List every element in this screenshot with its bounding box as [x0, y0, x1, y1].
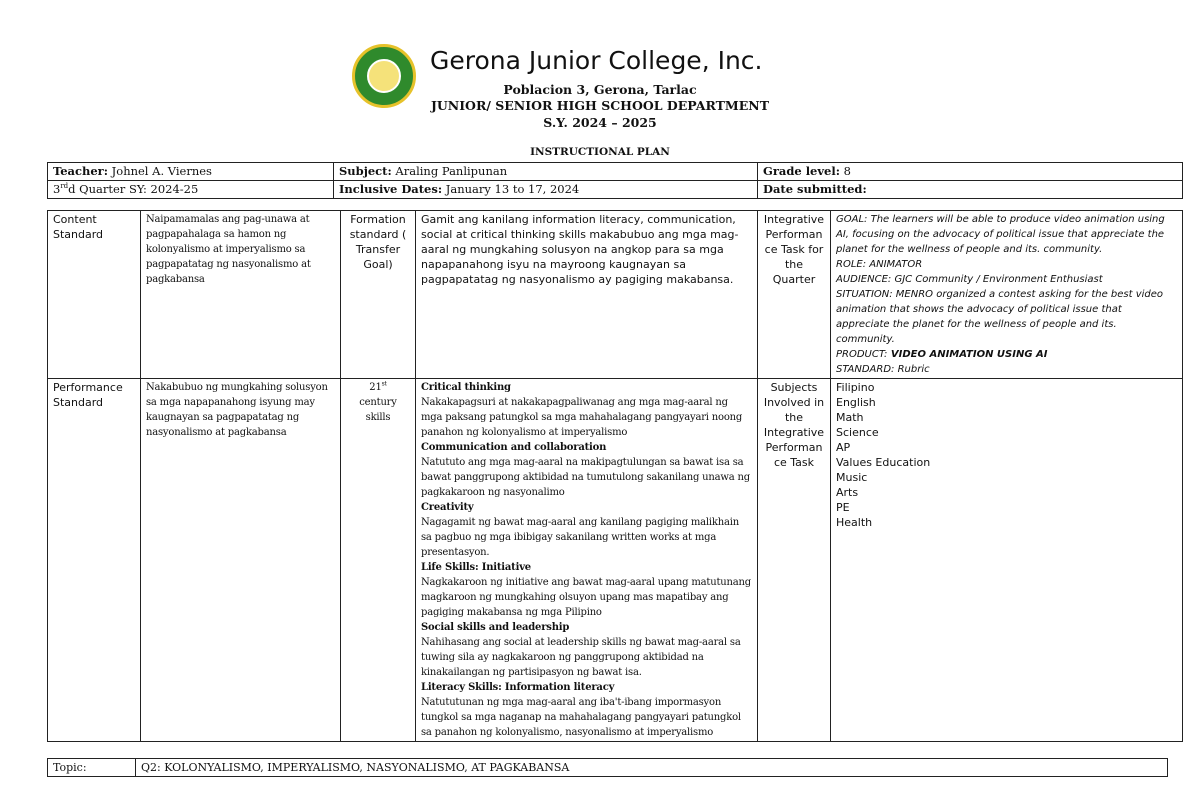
content-standard-text: Naipamamalas ang pag-unawa at pagpapahalaga sa hamon ng kolonyalismo at imperyalismo sa pagpapatatag ng nasyonalismo at pagkabansa: [141, 211, 341, 379]
quarter-cell: 3rdd Quarter SY: 2024-25: [48, 181, 334, 199]
subjects-label: Subjects Involved in the Integrative Performance Task: [758, 379, 831, 742]
school-name: Gerona Junior College, Inc.: [430, 46, 763, 75]
dates-cell: Inclusive Dates: January 13 to 17, 2024: [334, 181, 758, 199]
ipt-item: ROLE: ANIMATOR: [836, 259, 923, 270]
topic-label: Topic:: [48, 759, 136, 777]
subject-item: Science: [836, 426, 879, 439]
document-title: INSTRUCTIONAL PLAN: [530, 146, 670, 158]
ipt-label: Integrative Performance Task for the Quarter: [758, 211, 831, 379]
info-table: [47, 162, 1183, 199]
content-standard-label: Content Standard: [48, 211, 141, 379]
plan-section: [47, 210, 1183, 797]
skill-item: [421, 440, 752, 500]
ipt-item: GOAL: The learners will be able to produce video animation using AI, focusing on the advocacy of political issue that appreciate the planet for the wellness of people and its. community.: [836, 214, 1165, 255]
skill-item: [421, 500, 752, 560]
subject-cell: Subject: Araling Panlipunan: [334, 163, 758, 181]
teacher-cell: Teacher: Johnel A. Viernes: [48, 163, 334, 181]
performance-standard-text: Nakabubuo ng mungkahing solusyon sa mga napapanahong isyung may kaugnayan sa pagpapatatag ng nasyonalismo at pagkabansa: [141, 379, 341, 742]
skill-item: [421, 560, 752, 620]
department: JUNIOR/ SENIOR HIGH SCHOOL DEPARTMENT: [430, 98, 770, 113]
subject-item: Music: [836, 471, 868, 484]
century-skills-label: 21st century skills: [341, 379, 416, 742]
ipt-item: PRODUCT: VIDEO ANIMATION USING AI: [836, 349, 1048, 360]
skill-heading: Critical thinking: [421, 382, 511, 393]
school-address: Poblacion 3, Gerona, Tarlac: [503, 82, 697, 97]
subject-item: PE: [836, 501, 850, 514]
skill-heading: Life Skills: Initiative: [421, 562, 531, 573]
ipt-details: [831, 211, 1183, 379]
ipt-item: AUDIENCE: GJC Community / Environment Enthusiast: [836, 274, 1103, 285]
skill-description: Nagagamit ng bawat mag-aaral ang kanilang pagiging malikhain sa pagbuo ng mga ibibigay sakanilang written works at mga presentasyon.: [421, 517, 740, 558]
ipt-item: STANDARD: Rubric: [836, 364, 930, 375]
date-submitted-cell: Date submitted:: [758, 181, 1183, 199]
subject-item: English: [836, 396, 876, 409]
subject-item: Values Education: [836, 456, 931, 469]
formation-standard-label: Formation standard ( Transfer Goal): [341, 211, 416, 379]
subjects-list: [831, 379, 1183, 742]
topic-value: Q2: KOLONYALISMO, IMPERYALISMO, NASYONALISMO, AT PAGKABANSA: [136, 759, 1168, 777]
skill-heading: Social skills and leadership: [421, 622, 570, 633]
skill-heading: Creativity: [421, 502, 474, 513]
skill-description: Nahihasang ang social at leadership skills ng bawat mag-aaral sa tuwing sila ay nagkakaroon ng panggrupong aktibidad na kinakailangan ng partisipasyon ng bawat isa.: [421, 637, 741, 678]
skill-description: Natututunan ng mga mag-aaral ang iba't-ibang impormasyon tungkol sa mga naganap na mahahalagang pangyayari patungkol sa panahon ng kolonyalismo, nasyonalismo at imperyalismo: [421, 697, 741, 738]
skill-description: Nakakapagsuri at nakakapagpaliwanag ang mga mag-aaral ng mga paksang patungkol sa mga mahahalagang pangyayari noong panahon ng kolonyalismo at imperyalismo: [421, 397, 743, 438]
skill-description: Natututo ang mga mag-aaral na makipagtulungan sa bawat isa sa bawat panggrupong aktibidad na tumutulong sakanilang unawa ng pagkakaroon ng nasyonalimo: [421, 457, 750, 498]
subject-item: Health: [836, 516, 873, 529]
plan-table: [47, 210, 1183, 742]
skill-item: [421, 380, 752, 440]
subject-item: Math: [836, 411, 864, 424]
ipt-item: SITUATION: MENRO organized a contest asking for the best video animation that shows the advocacy of political issue that appreciate the planet for the wellness of people and its. community.: [836, 289, 1164, 345]
subject-item: Arts: [836, 486, 859, 499]
skill-description: Nagkakaroon ng initiative ang bawat mag-aaral upang matutunang magkaroon ng mungkahing olsuyon upang mas mapatibay ang pagiging makabansa ng mga Pilipino: [421, 577, 751, 618]
subject-item: AP: [836, 441, 851, 454]
grade-cell: Grade level: 8: [758, 163, 1183, 181]
formation-standard-text: Gamit ang kanilang information literacy, communication, social at critical thinking skills makabubuo ang mga mag-aaral ng mungkahing solusyon na angkop para sa mga napapanahong isyu na mayroong kaugnayan sa pagpapatatag ng nasyonalismo ay pagiging makabansa.: [416, 211, 758, 379]
skill-item: [421, 680, 752, 740]
school-year: S.Y. 2024 – 2025: [543, 115, 657, 130]
performance-standard-label: Performance Standard: [48, 379, 141, 742]
topic-table: [47, 758, 1168, 777]
skill-item: [421, 620, 752, 680]
skill-heading: Communication and collaboration: [421, 442, 607, 453]
century-skills-list: [416, 379, 758, 742]
subject-item: Filipino: [836, 381, 875, 394]
skill-heading: Literacy Skills: Information literacy: [421, 682, 615, 693]
